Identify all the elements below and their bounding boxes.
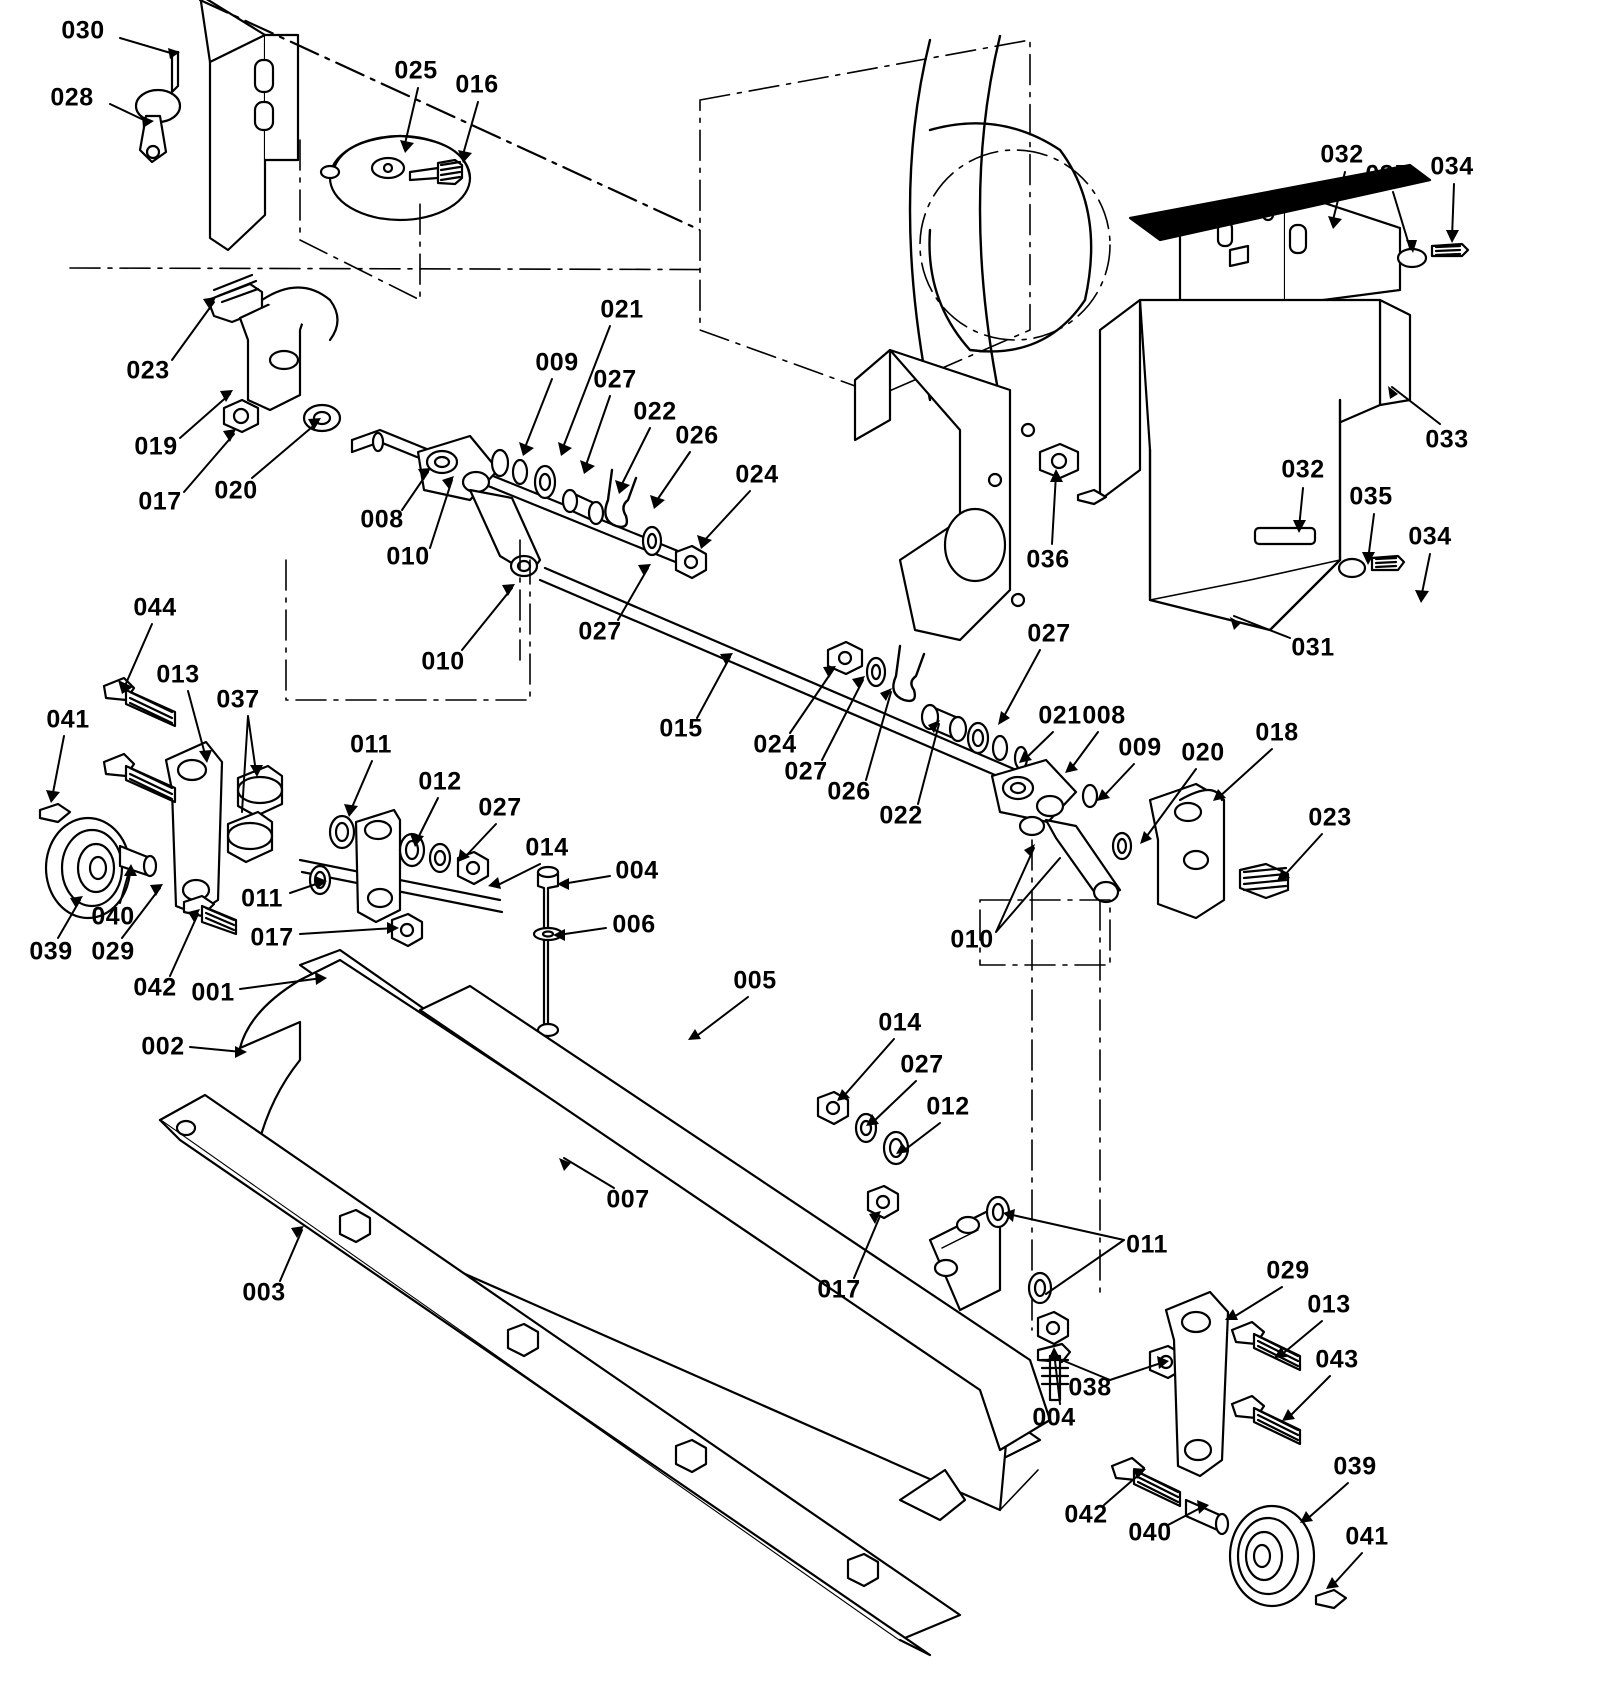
- callout-010-left-b: 010: [421, 647, 465, 676]
- callout-015: 015: [659, 714, 703, 743]
- callout-023-right: 023: [1308, 803, 1352, 832]
- callout-020-left: 020: [214, 476, 258, 505]
- callout-003: 003: [242, 1278, 286, 1307]
- callout-030: 030: [61, 16, 105, 45]
- callout-027-left: 027: [478, 793, 522, 822]
- callout-006: 006: [612, 910, 656, 939]
- callout-024-upper: 024: [735, 460, 779, 489]
- callout-009-right: 009: [1118, 733, 1162, 762]
- callout-027-lower-b: 027: [900, 1050, 944, 1079]
- callout-022-lower: 022: [879, 801, 923, 830]
- callout-021-right: 021: [1038, 701, 1082, 730]
- callout-011-left-a: 011: [350, 730, 392, 759]
- callout-028: 028: [50, 83, 94, 112]
- callout-027-lower-a: 027: [784, 757, 828, 786]
- callout-002: 002: [141, 1032, 185, 1061]
- callout-004-upper: 004: [615, 856, 659, 885]
- callout-044: 044: [133, 593, 177, 622]
- callout-033: 033: [1425, 425, 1469, 454]
- callout-005: 005: [733, 966, 777, 995]
- callout-039-right: 039: [1333, 1452, 1377, 1481]
- callout-014-lower: 014: [878, 1008, 922, 1037]
- callout-032-top: 032: [1320, 140, 1364, 169]
- callout-027-upper-b: 027: [578, 617, 622, 646]
- callout-027-right: 027: [1027, 619, 1071, 648]
- callout-010-left-a: 010: [386, 542, 430, 571]
- callout-040-right: 040: [1128, 1518, 1172, 1547]
- callout-035-top: 035: [1365, 160, 1409, 189]
- callout-031: 031: [1291, 633, 1335, 662]
- callout-011-lower: 011: [1126, 1230, 1168, 1259]
- callout-018: 018: [1255, 718, 1299, 747]
- callout-004-lower: 004: [1032, 1403, 1076, 1432]
- callout-029-right: 029: [1266, 1256, 1310, 1285]
- callout-022-upper: 022: [633, 397, 677, 426]
- callout-012-lower: 012: [926, 1092, 970, 1121]
- callout-032-mid: 032: [1281, 455, 1325, 484]
- callout-011-left-b: 011: [241, 884, 283, 913]
- callout-035-mid: 035: [1349, 482, 1393, 511]
- callout-041-left: 041: [46, 705, 90, 734]
- callout-013-right: 013: [1307, 1290, 1351, 1319]
- callout-041-right: 041: [1345, 1522, 1389, 1551]
- callout-001: 001: [191, 978, 235, 1007]
- callout-008-left: 008: [360, 505, 404, 534]
- callout-043: 043: [1315, 1345, 1359, 1374]
- callout-017-upper: 017: [138, 487, 182, 516]
- callout-020-right: 020: [1181, 738, 1225, 767]
- callout-025: 025: [394, 56, 438, 85]
- callout-010-right: 010: [950, 925, 994, 954]
- callout-039-left: 039: [29, 937, 73, 966]
- callout-037: 037: [216, 685, 260, 714]
- callout-024-lower: 024: [753, 730, 797, 759]
- callout-036: 036: [1026, 545, 1070, 574]
- callout-019: 019: [134, 432, 178, 461]
- callout-029-left: 029: [91, 937, 135, 966]
- callout-013-left: 013: [156, 660, 200, 689]
- callout-034-mid: 034: [1408, 522, 1452, 551]
- callout-040-left: 040: [91, 902, 135, 931]
- callout-027-upper-a: 027: [593, 365, 637, 394]
- callout-014-left: 014: [525, 833, 569, 862]
- callout-042-right: 042: [1064, 1500, 1108, 1529]
- callout-008-right: 008: [1082, 701, 1126, 730]
- callout-026-lower: 026: [827, 777, 871, 806]
- callout-034-top: 034: [1430, 152, 1474, 181]
- callout-026-upper: 026: [675, 421, 719, 450]
- callout-017-lower: 017: [817, 1275, 861, 1304]
- callout-042-left: 042: [133, 973, 177, 1002]
- callout-038: 038: [1068, 1373, 1112, 1402]
- callout-023-left: 023: [126, 356, 170, 385]
- callout-012-left: 012: [418, 767, 462, 796]
- callout-016: 016: [455, 70, 499, 99]
- callout-007: 007: [606, 1185, 650, 1214]
- callout-009-upper: 009: [535, 348, 579, 377]
- callout-021-upper: 021: [600, 295, 644, 324]
- callout-017-left: 017: [250, 923, 294, 952]
